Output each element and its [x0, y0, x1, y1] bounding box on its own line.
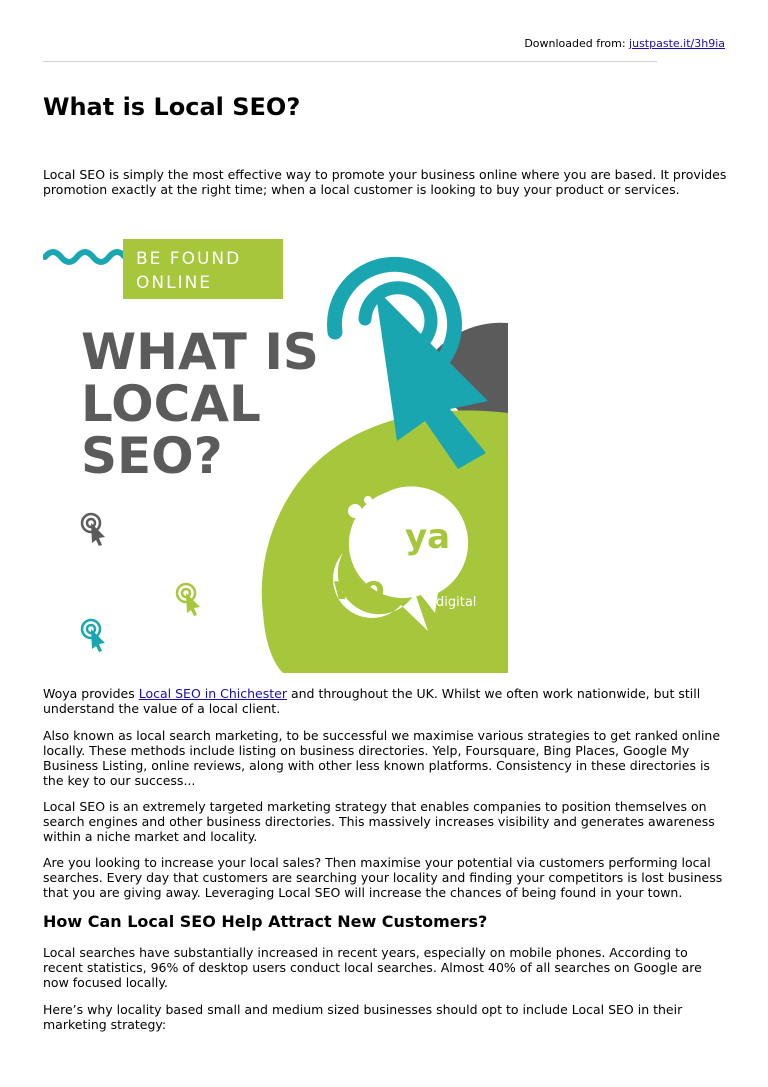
paragraph-increase-sales: Are you looking to increase your local sales? Then maximise your potential via customers performing local searches. Every day that customers are searching your locality and finding your competitors is lost business that you are giving away. Leveraging Local SEO will increase the chances of being found in your town. [43, 855, 723, 900]
hero-image [43, 213, 508, 673]
logo-digital: digital [436, 595, 477, 610]
small-cursor-green-icon [177, 584, 200, 616]
logo-wo: wo [333, 569, 385, 607]
wave-decoration [45, 252, 125, 262]
source-link[interactable]: justpaste.it/3h9ia [629, 37, 725, 50]
logo-ya: ya [405, 517, 451, 557]
header-divider [43, 61, 657, 62]
headline-line2: LOCAL [81, 375, 261, 433]
small-cursor-teal-icon [82, 620, 105, 652]
paragraph-local-search: Also known as local search marketing, to be successful we maximise various strategies to get ranked online locally. These methods include listing on business directories. Yelp, Foursquare, Bing Places, Google My Business Listing, online reviews, along with other less known platforms. Consistency in these directories is the key to our success... [43, 728, 721, 788]
badge-line1: BE FOUND [136, 249, 242, 269]
paragraph-woya-before: Woya provides [43, 686, 139, 701]
download-source [524, 37, 725, 50]
intro-paragraph: Local SEO is simply the most effective way to promote your business online where you are based. It provides promotion exactly at the right time; when a local customer is looking to buy your product or services. [43, 167, 727, 197]
paragraph-targeted: Local SEO is an extremely targeted marketing strategy that enables companies to position themselves on search engines and other business directories. This massively increases visibility and generates awareness within a niche market and locality. [43, 799, 715, 844]
headline-line3: SEO? [81, 427, 223, 485]
paragraph-woya [43, 686, 728, 716]
page-title: What is Local SEO? [43, 93, 301, 121]
local-seo-chichester-link[interactable]: Local SEO in Chichester [138, 686, 287, 701]
headline-line1: WHAT IS [81, 323, 319, 381]
badge-line2: ONLINE [136, 273, 213, 293]
paragraph-woya-after: and throughout the UK. Whilst we often work nationwide, but still understand the value of a local client. [43, 686, 701, 716]
paragraph-statistics: Local searches have substantially increased in recent years, especially on mobile phones. According to recent statistics, 96% of desktop users conduct local searches. Almost 40% of all searches on Google are now focused locally. [43, 945, 702, 990]
section-heading: How Can Local SEO Help Attract New Customers? [43, 912, 488, 931]
small-cursor-gray-icon [82, 514, 105, 546]
download-prefix: Downloaded from: [524, 37, 630, 50]
paragraph-locality: Here’s why locality based small and medium sized businesses should opt to include Local SEO in their marketing strategy: [43, 1002, 683, 1032]
